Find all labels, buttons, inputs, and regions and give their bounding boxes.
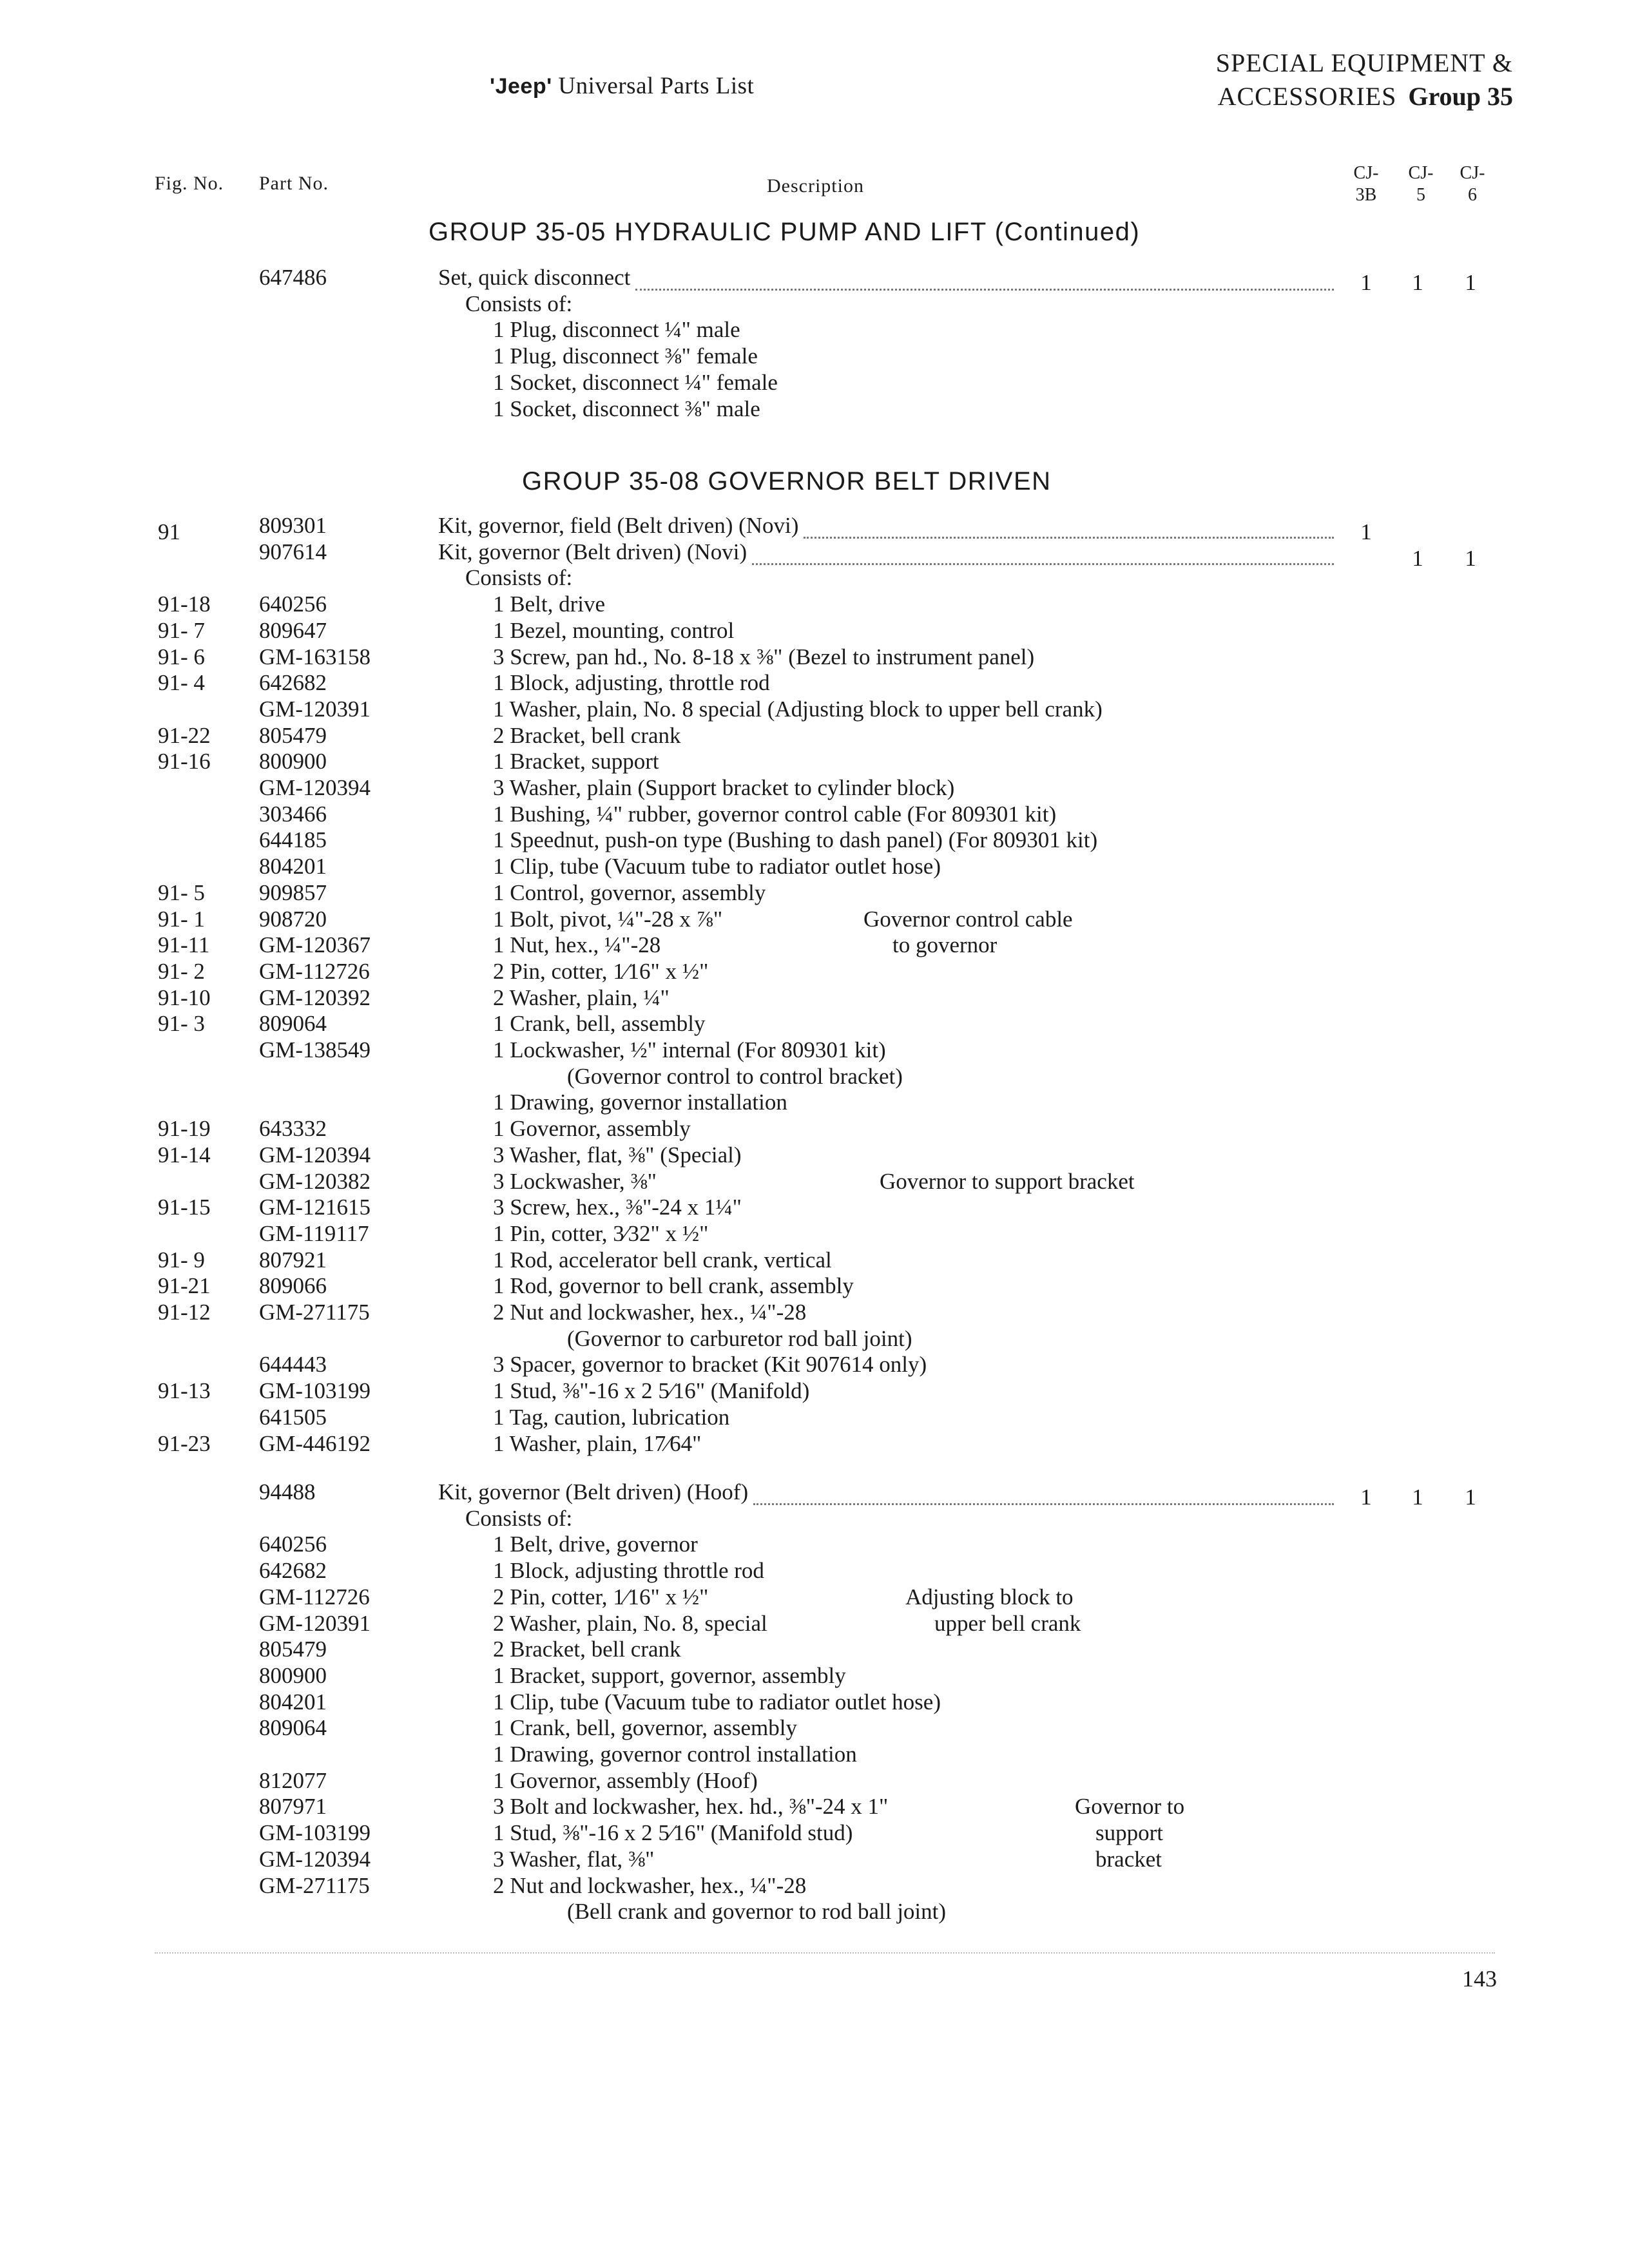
part-number: GM-120394 <box>259 1846 371 1872</box>
description-text: Kit, governor (Belt driven) (Novi) <box>438 539 747 564</box>
description-text: 1 Drawing, governor control installation <box>493 1742 857 1767</box>
table-row <box>0 1872 1629 1899</box>
table-row <box>0 1767 1629 1794</box>
table-row <box>0 564 1629 591</box>
part-description <box>493 343 758 369</box>
part-number: 807971 <box>259 1794 327 1820</box>
table-row <box>0 1404 1629 1430</box>
part-description <box>493 396 760 422</box>
bracket-note: upper bell crank <box>934 1610 1081 1636</box>
fig-number: 91 <box>158 519 180 544</box>
table-row <box>0 591 1629 617</box>
fig-number: 91-16 <box>158 749 211 774</box>
part-number: 642682 <box>259 1558 327 1584</box>
part-description <box>493 801 1056 827</box>
part-description <box>493 1820 853 1846</box>
table-row <box>0 958 1629 985</box>
part-description <box>493 1299 806 1325</box>
bracket-note: Governor control cable <box>863 906 1073 932</box>
part-description <box>493 1247 832 1273</box>
table-row <box>0 669 1629 696</box>
part-description <box>493 906 722 932</box>
table-row <box>0 512 1629 544</box>
description-text: 1 Bolt, pivot, ¼"-28 x ⅞" <box>493 906 723 932</box>
part-number: GM-120367 <box>259 932 371 958</box>
part-description <box>493 853 941 879</box>
table-row <box>0 1247 1629 1273</box>
part-description <box>493 1037 886 1063</box>
part-description <box>493 1351 927 1378</box>
description-text: 1 Drawing, governor installation <box>493 1090 787 1115</box>
fig-number: 91-13 <box>158 1378 211 1404</box>
fig-number: 91- 1 <box>158 906 205 932</box>
description-text: 1 Stud, ⅜"-16 x 2 5⁄16" (Manifold) <box>493 1378 810 1404</box>
table-row <box>0 396 1629 422</box>
part-description <box>493 617 734 644</box>
table-row <box>0 1063 1629 1090</box>
part-number: 809064 <box>259 1715 327 1741</box>
description-text: 1 Lockwasher, ½" internal (For 809301 kit) <box>493 1037 886 1062</box>
table-row <box>0 1636 1629 1662</box>
fig-number: 91-19 <box>158 1116 211 1142</box>
part-description <box>493 1378 809 1404</box>
table-row <box>0 853 1629 879</box>
part-description <box>438 264 1334 291</box>
description-text: 2 Washer, plain, ¼" <box>493 985 670 1010</box>
part-description <box>493 1273 854 1299</box>
part-number: GM-120391 <box>259 696 371 722</box>
table-row <box>0 801 1629 827</box>
fig-number: 91- 4 <box>158 670 205 696</box>
fig-number: 91- 7 <box>158 617 205 643</box>
description-text: 1 Speednut, push-on type (Bushing to dash panel) (For 809301 kit) <box>493 827 1098 853</box>
part-description <box>493 696 1103 722</box>
table-row <box>0 369 1629 396</box>
table-row <box>0 1531 1629 1557</box>
section-header <box>1216 46 1513 113</box>
description-text: 1 Control, governor, assembly <box>493 879 766 905</box>
description-text: 3 Spacer, governor to bracket (Kit 907614 only) <box>493 1352 927 1378</box>
description-text: 1 Socket, disconnect ¼" female <box>493 369 778 395</box>
part-number: GM-119117 <box>259 1220 369 1246</box>
qty-cj5: 1 <box>1412 545 1423 571</box>
part-number: GM-120394 <box>259 1142 371 1168</box>
part-number: 303466 <box>259 801 327 827</box>
part-description <box>493 1767 758 1794</box>
table-row <box>0 1689 1629 1715</box>
part-description <box>493 1689 941 1715</box>
column-header-part: Part No. <box>259 173 329 194</box>
description-text: 2 Nut and lockwasher, hex., ¼"-28 <box>493 1300 807 1325</box>
description-text: 1 Pin, cotter, 3⁄32" x ½" <box>493 1220 709 1246</box>
table-row <box>0 644 1629 670</box>
column-header-description: Description <box>767 175 864 197</box>
bracket-note: bracket <box>1095 1846 1162 1872</box>
description-text: Set, quick disconnect <box>438 265 631 290</box>
description-text: 1 Belt, drive <box>493 591 605 617</box>
table-row <box>0 1715 1629 1741</box>
part-description <box>493 1662 846 1689</box>
description-text: 3 Screw, pan hd., No. 8-18 x ⅜" (Bezel to instrument panel) <box>493 644 1035 669</box>
table-row <box>0 774 1629 801</box>
running-header <box>490 72 754 100</box>
fig-number: 91-21 <box>158 1273 211 1299</box>
description-text: Consists of: <box>465 291 573 316</box>
part-number: GM-120382 <box>259 1168 371 1194</box>
description-text: 3 Screw, hex., ⅜"-24 x 1¼" <box>493 1195 742 1220</box>
part-description <box>493 1741 857 1767</box>
table-row <box>0 827 1629 853</box>
part-number: 647486 <box>259 265 327 290</box>
table-row <box>0 1898 1629 1925</box>
description-text: 1 Bushing, ¼" rubber, governor control cable (For 809301 kit) <box>493 801 1057 827</box>
part-number: 643332 <box>259 1116 327 1142</box>
description-text: 2 Nut and lockwasher, hex., ¼"-28 <box>493 1872 807 1898</box>
description-text: 1 Stud, ⅜"-16 x 2 5⁄16" (Manifold stud) <box>493 1820 853 1846</box>
description-text: 3 Washer, plain (Support bracket to cylinder block) <box>493 775 955 800</box>
fig-number: 91-14 <box>158 1142 211 1168</box>
bracket-note: Governor to <box>1075 1794 1185 1820</box>
description-text: 1 Tag, caution, lubrication <box>493 1404 730 1430</box>
part-description <box>567 1898 946 1925</box>
table-row <box>0 696 1629 722</box>
part-number: GM-271175 <box>259 1872 370 1898</box>
part-number: 809064 <box>259 1011 327 1037</box>
table-row <box>0 722 1629 749</box>
part-description <box>493 1584 708 1610</box>
part-number: 640256 <box>259 1532 327 1557</box>
description-text: 1 Clip, tube (Vacuum tube to radiator outlet hose) <box>493 854 941 879</box>
table-row <box>0 1142 1629 1168</box>
description-text: Consists of: <box>465 565 573 591</box>
part-number: 805479 <box>259 1637 327 1662</box>
part-description <box>493 932 660 958</box>
qty-cj5: 1 <box>1412 270 1423 295</box>
part-number: 909857 <box>259 879 327 905</box>
part-description <box>465 564 572 591</box>
dot-leader <box>753 1489 1334 1505</box>
fig-number: 91- 5 <box>158 879 205 905</box>
part-number: 800900 <box>259 749 327 774</box>
column-header-cj6: CJ- 6 <box>1460 163 1485 205</box>
part-number: GM-112726 <box>259 1584 370 1610</box>
part-description <box>493 1115 691 1142</box>
table-row <box>0 1584 1629 1610</box>
part-number: 809301 <box>259 513 327 538</box>
description-text: 3 Washer, flat, ⅜" <box>493 1846 655 1872</box>
table-row <box>0 1378 1629 1404</box>
part-number: GM-271175 <box>259 1300 370 1325</box>
description-text: (Governor to carburetor rod ball joint) <box>567 1325 912 1351</box>
table-row <box>0 1479 1629 1510</box>
part-number: GM-138549 <box>259 1037 371 1062</box>
part-number: 804201 <box>259 854 327 879</box>
table-row <box>0 1220 1629 1247</box>
column-header-fig: Fig. No. <box>155 173 224 194</box>
part-description <box>493 644 1034 670</box>
description-text: 3 Bolt and lockwasher, hex. hd., ⅜"-24 x 1" <box>493 1794 889 1820</box>
table-row <box>0 617 1629 644</box>
description-text: Kit, governor, field (Belt driven) (Novi) <box>438 513 799 538</box>
description-text: 1 Crank, bell, governor, assembly <box>493 1715 797 1741</box>
fig-number: 91-22 <box>158 722 211 748</box>
part-number: GM-112726 <box>259 958 370 984</box>
part-number: 644185 <box>259 827 327 853</box>
part-description <box>493 1089 787 1115</box>
part-number: 807921 <box>259 1247 327 1273</box>
table-row <box>0 1351 1629 1378</box>
description-text: 3 Lockwasher, ⅜" <box>493 1168 657 1194</box>
part-number: 800900 <box>259 1662 327 1688</box>
part-description <box>493 1793 888 1820</box>
part-number: 804201 <box>259 1689 327 1715</box>
table-row <box>0 1037 1629 1063</box>
part-number: GM-120391 <box>259 1610 371 1636</box>
part-number: GM-121615 <box>259 1195 371 1220</box>
section-group: Group 35 <box>1408 82 1513 111</box>
qty-cj3b: 1 <box>1360 1485 1372 1510</box>
table-row <box>0 932 1629 958</box>
table-row <box>0 539 1629 571</box>
table-row <box>0 1194 1629 1220</box>
list-title: Universal Parts List <box>558 73 755 99</box>
description-text: 1 Crank, bell, assembly <box>493 1011 706 1037</box>
part-description <box>465 291 572 317</box>
part-number: 641505 <box>259 1404 327 1430</box>
part-description <box>493 369 778 396</box>
qty-cj3b: 1 <box>1360 270 1372 295</box>
description-text: 2 Pin, cotter, 1⁄16" x ½" <box>493 958 709 984</box>
description-text: 1 Clip, tube (Vacuum tube to radiator outlet hose) <box>493 1689 941 1715</box>
part-description <box>493 1636 681 1662</box>
description-text: 2 Bracket, bell crank <box>493 1637 681 1662</box>
description-text: 1 Rod, governor to bell crank, assembly <box>493 1273 854 1299</box>
part-description <box>493 1142 742 1168</box>
description-text: 1 Governor, assembly (Hoof) <box>493 1767 758 1793</box>
part-description <box>493 1168 657 1195</box>
description-text: 1 Block, adjusting, throttle rod <box>493 670 770 696</box>
part-description <box>493 316 740 343</box>
table-row <box>0 1505 1629 1532</box>
part-number: GM-103199 <box>259 1378 371 1404</box>
part-number: GM-446192 <box>259 1430 371 1456</box>
fig-number: 91-10 <box>158 985 211 1010</box>
page-number: 143 <box>1462 1966 1497 1992</box>
part-description <box>493 748 659 774</box>
part-number: GM-120394 <box>259 775 371 800</box>
table-row <box>0 1557 1629 1584</box>
part-description <box>493 1610 767 1637</box>
description-text: 1 Block, adjusting throttle rod <box>493 1558 764 1584</box>
description-text: 1 Nut, hex., ¼"-28 <box>493 932 661 958</box>
description-text: 1 Bezel, mounting, control <box>493 617 735 643</box>
part-description <box>493 1194 742 1220</box>
part-number: 94488 <box>259 1479 316 1504</box>
table-row <box>0 316 1629 343</box>
description-text: 1 Bracket, support <box>493 749 659 774</box>
table-row <box>0 343 1629 369</box>
part-number: 809066 <box>259 1273 327 1299</box>
part-number: GM-103199 <box>259 1820 371 1846</box>
qty-cj3b: 1 <box>1360 519 1372 544</box>
part-number: 809647 <box>259 617 327 643</box>
part-description <box>493 1404 729 1430</box>
description-text: (Bell crank and governor to rod ball joint) <box>567 1899 947 1925</box>
table-row <box>0 1662 1629 1689</box>
section-line-2: ACCESSORIES <box>1217 82 1397 111</box>
qty-cj6: 1 <box>1465 1485 1476 1510</box>
fig-number: 91-15 <box>158 1195 211 1220</box>
fig-number: 91- 2 <box>158 958 205 984</box>
part-description <box>438 539 1334 565</box>
column-header-cj5: CJ- 5 <box>1408 163 1434 205</box>
part-description <box>493 774 954 801</box>
part-description <box>493 1010 706 1037</box>
description-text: 1 Plug, disconnect ¼" male <box>493 317 740 343</box>
table-row <box>0 291 1629 317</box>
table-row <box>0 906 1629 932</box>
table-row <box>0 1793 1629 1820</box>
part-description <box>493 985 670 1011</box>
table-row <box>0 1325 1629 1352</box>
description-text: 1 Washer, plain, No. 8 special (Adjusting block to upper bell crank) <box>493 696 1103 722</box>
part-description <box>493 1430 701 1457</box>
table-row <box>0 879 1629 906</box>
part-description <box>567 1325 912 1352</box>
table-row <box>0 1610 1629 1637</box>
table-row <box>0 1820 1629 1846</box>
part-number: 640256 <box>259 591 327 617</box>
table-row <box>0 1273 1629 1299</box>
part-description <box>493 827 1097 853</box>
description-text: 1 Washer, plain, 17⁄64" <box>493 1430 702 1456</box>
part-description <box>438 512 1334 539</box>
part-number: 644443 <box>259 1352 327 1378</box>
description-text: 1 Socket, disconnect ⅜" male <box>493 396 760 421</box>
dot-leader <box>635 274 1334 291</box>
fig-number: 91-23 <box>158 1430 211 1456</box>
table-row <box>0 264 1629 295</box>
table-row <box>0 1115 1629 1142</box>
description-text: 3 Washer, flat, ⅜" (Special) <box>493 1142 742 1168</box>
section-line-1: SPECIAL EQUIPMENT & <box>1215 48 1513 77</box>
table-row <box>0 1299 1629 1325</box>
part-number: 805479 <box>259 722 327 748</box>
part-number: GM-120392 <box>259 985 371 1010</box>
part-description <box>493 722 681 749</box>
description-text: Kit, governor (Belt driven) (Hoof) <box>438 1479 749 1504</box>
part-number: 907614 <box>259 539 327 564</box>
part-number: 812077 <box>259 1767 327 1793</box>
group-title-35-08: GROUP 35-08 GOVERNOR BELT DRIVEN <box>522 467 1052 495</box>
table-row <box>0 1846 1629 1872</box>
description-text: 1 Bracket, support, governor, assembly <box>493 1662 846 1688</box>
fig-number: 91- 6 <box>158 644 205 669</box>
part-number: GM-163158 <box>259 644 371 669</box>
part-description <box>493 1715 797 1741</box>
fig-number: 91-11 <box>158 932 210 958</box>
footer-rule <box>155 1952 1495 1954</box>
part-description <box>493 591 605 617</box>
description-text: 1 Belt, drive, governor <box>493 1532 698 1557</box>
part-description <box>493 1872 806 1899</box>
description-text: Consists of: <box>465 1505 573 1531</box>
brand-name: 'Jeep' <box>490 74 552 99</box>
fig-number: 91-12 <box>158 1300 211 1325</box>
fig-number: 91- 9 <box>158 1247 205 1273</box>
fig-number: 91- 3 <box>158 1011 205 1037</box>
bracket-note: to governor <box>892 932 998 958</box>
dot-leader <box>804 523 1334 539</box>
part-number: 642682 <box>259 670 327 696</box>
description-text: 1 Rod, accelerator bell crank, vertical <box>493 1247 832 1273</box>
table-row <box>0 1168 1629 1195</box>
description-text: 2 Bracket, bell crank <box>493 722 681 748</box>
description-text: 2 Pin, cotter, 1⁄16" x ½" <box>493 1584 709 1610</box>
part-description <box>493 879 766 906</box>
part-description <box>493 1220 708 1247</box>
part-description <box>493 1557 764 1584</box>
description-text: 1 Plug, disconnect ⅜" female <box>493 343 758 369</box>
part-description <box>493 669 770 696</box>
bracket-note: Adjusting block to <box>905 1584 1074 1610</box>
part-description <box>493 1846 654 1872</box>
table-row <box>0 1741 1629 1767</box>
part-description <box>493 958 708 985</box>
description-text: 2 Washer, plain, No. 8, special <box>493 1610 767 1636</box>
table-row <box>0 748 1629 774</box>
part-number: 908720 <box>259 906 327 932</box>
bracket-note: support <box>1095 1820 1163 1846</box>
fig-number: 91-18 <box>158 591 211 617</box>
table-row <box>0 985 1629 1011</box>
table-row <box>0 1430 1629 1457</box>
dot-leader <box>752 549 1334 565</box>
table-row <box>0 1010 1629 1037</box>
part-description <box>493 1531 698 1557</box>
part-description <box>438 1479 1334 1505</box>
table-row <box>0 1089 1629 1115</box>
part-description <box>567 1063 903 1090</box>
qty-cj6: 1 <box>1465 545 1476 571</box>
part-description <box>465 1505 572 1532</box>
qty-cj5: 1 <box>1412 1485 1423 1510</box>
bracket-note: Governor to support bracket <box>880 1168 1135 1194</box>
group-title-35-05: GROUP 35-05 HYDRAULIC PUMP AND LIFT (Continued) <box>429 218 1141 246</box>
column-header-cj3b: CJ- 3B <box>1353 163 1379 205</box>
description-text: (Governor control to control bracket) <box>567 1063 903 1089</box>
qty-cj6: 1 <box>1465 270 1476 295</box>
description-text: 1 Governor, assembly <box>493 1116 691 1142</box>
